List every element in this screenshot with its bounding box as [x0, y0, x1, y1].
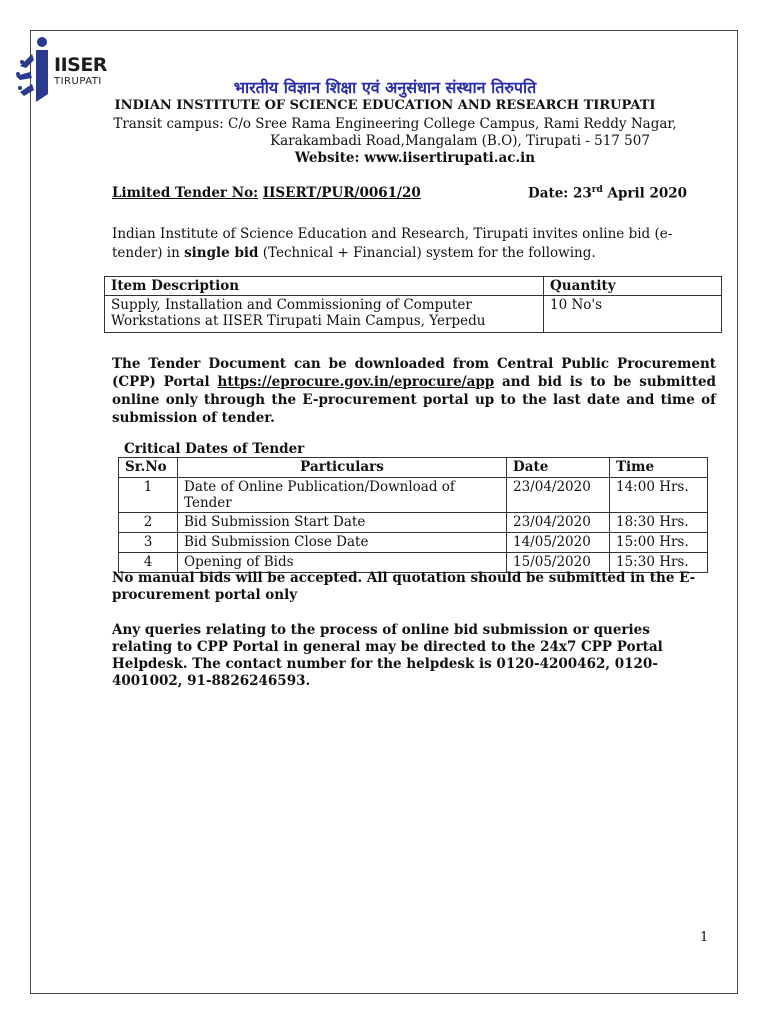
- item-description: Supply, Installation and Commissioning of Computer Workstations at IISER Tirupati Main Campus, Yerpedu: [105, 296, 544, 333]
- helpdesk-notice: Any queries relating to the process of online bid submission or queries relating to CPP Portal in general may be directed to the 24x7 CPP Portal Helpdesk. The contact number for the helpdesk is 0120-4200462, 0120-4001002, 91-8826246593.: [112, 622, 663, 689]
- address-line-1: Transit campus: C/o Sree Rama Engineering College Campus, Rami Reddy Nagar,: [113, 116, 677, 132]
- items-header-description: Item Description: [105, 277, 544, 296]
- cell-time: 18:30 Hrs.: [610, 513, 708, 533]
- items-table: [104, 276, 722, 333]
- table-row: [119, 533, 708, 553]
- header-date: Date: [507, 458, 610, 478]
- header-time: Time: [610, 458, 708, 478]
- table-row: [119, 513, 708, 533]
- item-quantity: 10 No's: [544, 296, 722, 333]
- cell-date: 15/05/2020: [507, 553, 610, 573]
- cell-srno: 4: [119, 553, 178, 573]
- cell-srno: 1: [119, 478, 178, 513]
- cell-srno: 2: [119, 513, 178, 533]
- tender-date-sup: rd: [591, 185, 603, 195]
- cell-particulars: Opening of Bids: [178, 553, 507, 573]
- cell-time: 15:00 Hrs.: [610, 533, 708, 553]
- cell-particulars: Bid Submission Close Date: [178, 533, 507, 553]
- cell-date: 23/04/2020: [507, 513, 610, 533]
- tender-date: [528, 185, 687, 202]
- cell-time: 14:00 Hrs.: [610, 478, 708, 513]
- cell-time: 15:30 Hrs.: [610, 553, 708, 573]
- website: Website: www.iisertirupati.ac.in: [294, 150, 536, 166]
- table-row: [105, 296, 722, 333]
- notice-text-2: and bid is to be submitted online only through the E-procurement portal up to the last date and time of submission of tender.: [112, 374, 716, 426]
- cpp-portal-link[interactable]: https://eprocure.gov.in/eprocure/app: [217, 374, 495, 390]
- cell-particulars: Bid Submission Start Date: [178, 513, 507, 533]
- critical-dates-header-row: [119, 458, 708, 478]
- tender-label: Limited Tender No:: [112, 185, 259, 201]
- cell-date: 14/05/2020: [507, 533, 610, 553]
- table-row: [119, 478, 708, 513]
- intro-text-2: (Technical + Financial) system for the following.: [258, 245, 596, 261]
- download-notice: [112, 355, 716, 427]
- hindi-title: भारतीय विज्ञान शिक्षा एवं अनुसंधान संस्थान तिरुपति: [233, 78, 537, 97]
- critical-dates-title: Critical Dates of Tender: [124, 441, 305, 457]
- cell-srno: 3: [119, 533, 178, 553]
- logo-word: IISER: [54, 54, 107, 76]
- tender-date-suffix: April 2020: [602, 185, 688, 202]
- critical-dates-table: [118, 457, 708, 573]
- tender-date-prefix: Date: 23: [528, 185, 592, 202]
- tender-number: IISERT/PUR/0061/20: [262, 185, 421, 201]
- intro-text-1: Indian Institute of Science Education and Research, Tirupati invites online bid (e-tender) in: [112, 226, 673, 261]
- intro-paragraph: [112, 225, 722, 263]
- items-header-quantity: Quantity: [544, 277, 722, 296]
- cell-particulars: Date of Online Publication/Download of Tender: [178, 478, 507, 513]
- intro-bold: single bid: [184, 245, 259, 261]
- notice-text-1: The Tender Document can be downloaded from Central Public Procurement (CPP) Portal: [112, 356, 716, 390]
- header-srno: Sr.No: [119, 458, 178, 478]
- cell-date: 23/04/2020: [507, 478, 610, 513]
- no-manual-bids-notice: No manual bids will be accepted. All quotation should be submitted in the E-procurement portal only: [112, 570, 696, 603]
- institute-name: INDIAN INSTITUTE OF SCIENCE EDUCATION AND RESEARCH TIRUPATI: [114, 98, 656, 113]
- items-header-row: [105, 277, 722, 296]
- logo-subword: TIRUPATI: [54, 76, 102, 87]
- header-particulars: Particulars: [178, 458, 507, 478]
- address-line-2: Karakambadi Road,Mangalam (B.O), Tirupati - 517 507: [270, 133, 650, 149]
- page-number: 1: [700, 930, 709, 945]
